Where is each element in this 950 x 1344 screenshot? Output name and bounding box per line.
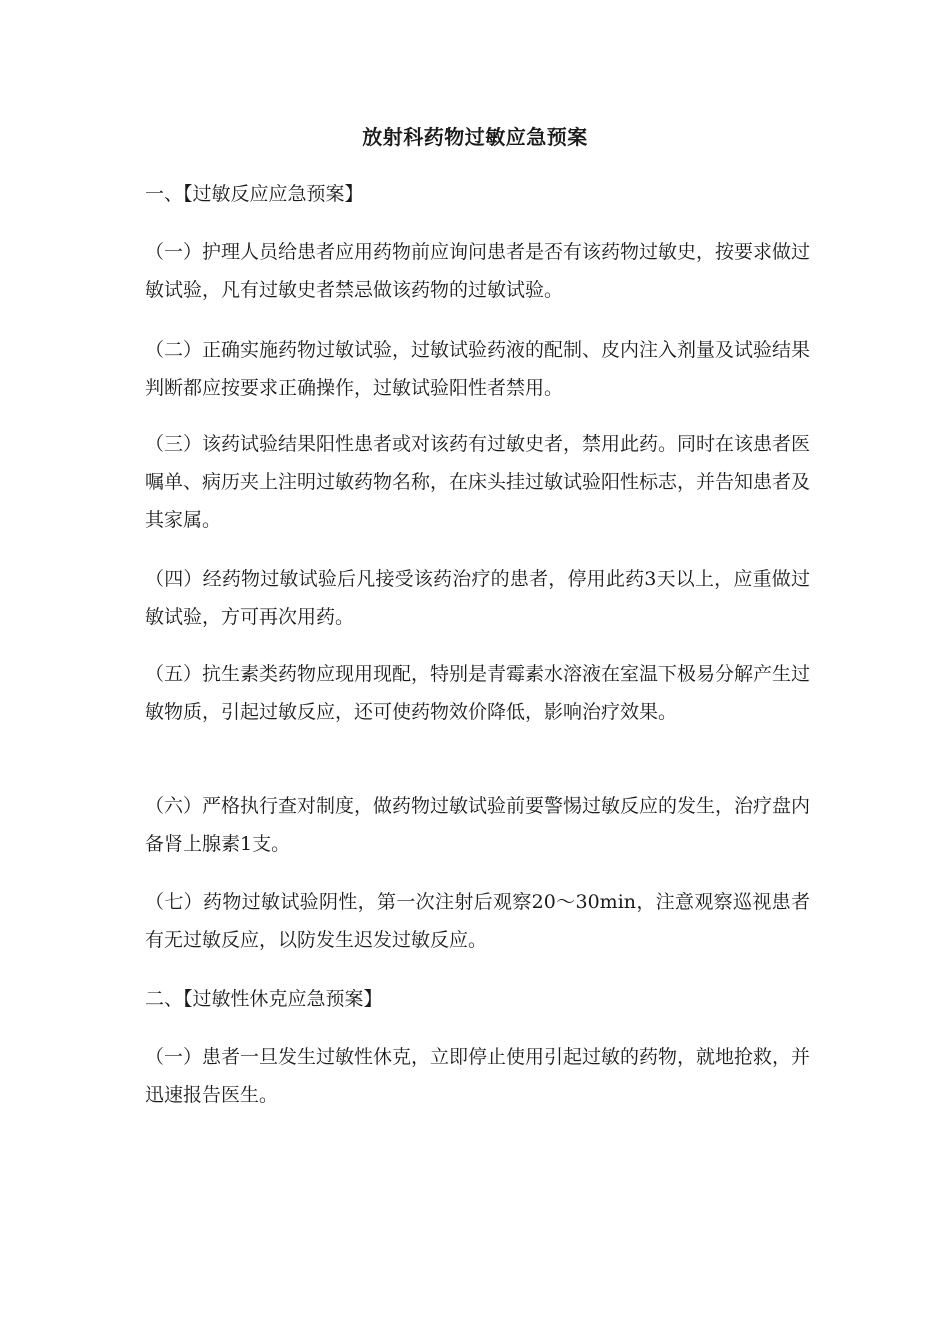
document-title: 放射科药物过敏应急预案 [362,125,588,149]
section-heading-anaphylactic-shock: 二、【过敏性休克应急预案】 [145,988,383,1010]
paragraph-item-3: （三）该药试验结果阳性患者或对该药有过敏史者，禁用此药。同时在该患者医嘱单、病历夹上注明过敏药物名称，在床头挂过敏试验阳性标志，并告知患者及其家属。 [145,433,811,531]
paragraph-item-7: （七）药物过敏试验阴性，第一次注射后观察20～30min，注意观察巡视患者有无过敏反应，以防发生迟发过敏反应。 [145,891,810,951]
paragraph-item-6: （六）严格执行查对制度，做药物过敏试验前要警惕过敏反应的发生，治疗盘内备肾上腺素1支。 [145,795,811,855]
paragraph-item-5: （五）抗生素类药物应现用现配，特别是青霉素水溶液在室温下极易分解产生过敏物质，引起过敏反应，还可使药物效价降低，影响治疗效果。 [145,663,811,723]
section-heading-allergic-reaction: 一、【过敏反应应急预案】 [145,183,364,205]
paragraph-item-8: （一）患者一旦发生过敏性休克，立即停止使用引起过敏的药物，就地抢救，并迅速报告医生。 [145,1046,811,1106]
paragraph-item-2: （二）正确实施药物过敏试验，过敏试验药液的配制、皮内注入剂量及试验结果判断都应按要求正确操作，过敏试验阳性者禁用。 [145,339,811,399]
paragraph-item-1: （一）护理人员给患者应用药物前应询问患者是否有该药物过敏史，按要求做过敏试验，凡有过敏史者禁忌做该药物的过敏试验。 [145,241,811,301]
paragraph-item-4: （四）经药物过敏试验后凡接受该药治疗的患者，停用此药3天以上，应重做过敏试验，方可再次用药。 [145,568,810,628]
